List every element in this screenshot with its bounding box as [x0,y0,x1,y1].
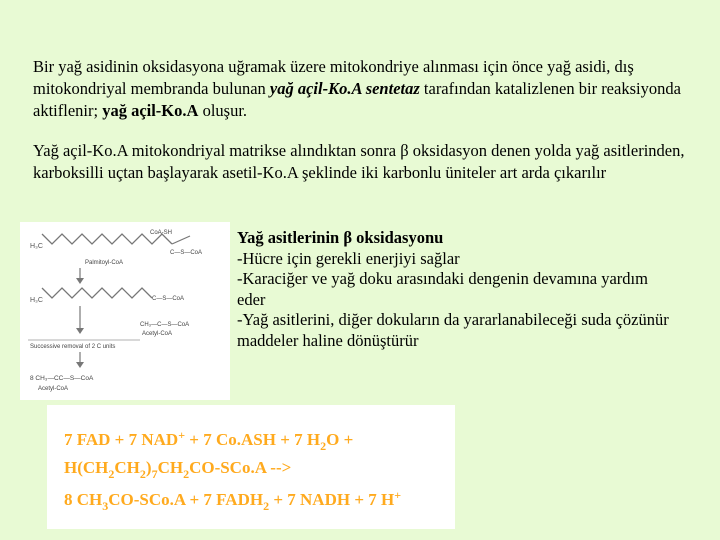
beta-symbol: β [400,141,409,160]
methyl-label-1: H₃C [30,243,43,250]
equation-line-2: $H(CH_2CH_2)_7CH_2CO-SCo.A$ --> [64,458,292,481]
equation-line-1: 7 FAD + 7 NAD+ + 7 Co.ASH + 7 $H_2O$ + [64,428,354,453]
oxidation-paragraph [33,140,698,184]
beta-symbol-heading: β [343,228,353,247]
diagram-figure [20,222,230,400]
intro-text-3: oluşur. [198,101,248,120]
summary-heading: Yağ asitlerinin β oksidasyonu [237,228,444,247]
carbonyl-label-2: C—S—CoA [152,296,185,302]
fatty-acid-chain-2 [42,288,152,298]
methyl-label-2: H₃C [30,297,43,304]
acetyl-reagent-label: CH₃—C—S—CoA [140,322,190,328]
palmitoyl-label: Palmitoyl-CoA [85,260,124,266]
intro-text-2: tarafından katalizlenen bir reaksiyonda aktiflenir; [33,79,681,120]
beta-oxidation-diagram [20,222,230,400]
summary-item-2: -Karaciğer ve yağ doku arasındaki dengenin devamına yardım eder [237,269,648,309]
equation-line-3: 8 $CH_3CO-SCo.A + 7$ $FADH_2 + 7$ NADH + 7 H+ [64,488,402,513]
enzyme-name: yağ açil-Ko.A sentetaz [269,79,420,98]
summary-item-1: -Hücre için gerekli enerjiyi sağlar [237,248,460,268]
reaction-equation-panel [47,405,455,529]
acetyl-coa-label: Acetyl-CoA [142,331,173,337]
successive-removal-label: Successive removal of 2 C units [30,344,116,350]
final-product-label: 8 CH₃—CC—S—CoA [30,375,94,382]
product-name: yağ açil-Ko.A [102,101,199,120]
final-acetyl-label: Acetyl-CoA [38,386,69,392]
beta-oxidation-summary [237,228,677,351]
carbonyl-label-1: C—S—CoA [170,250,203,256]
intro-paragraph [33,56,698,122]
oxidation-text-1: Yağ açil-Ko.A mitokondriyal matrikse alındıktan sonra [33,141,401,160]
summary-item-3: -Yağ asitlerini, diğer dokuların da yararlanabileceği suda çözünür maddeler haline dönüştürür [237,310,669,350]
oxidation-text-2: oksidasyon denen yolda yağ asitlerinden, karboksilli uçtan başlayarak asetil-Ko.A şeklinde iki karbonlu üniteler art arda çıkarılır [33,141,685,182]
coash-label: CoA-SH [150,230,173,236]
intro-text-1: Bir yağ asidinin oksidasyona uğramak üzere mitokondriye alınması için önce yağ asidi, dış mitokondriyal membranda bulunan [33,57,634,98]
